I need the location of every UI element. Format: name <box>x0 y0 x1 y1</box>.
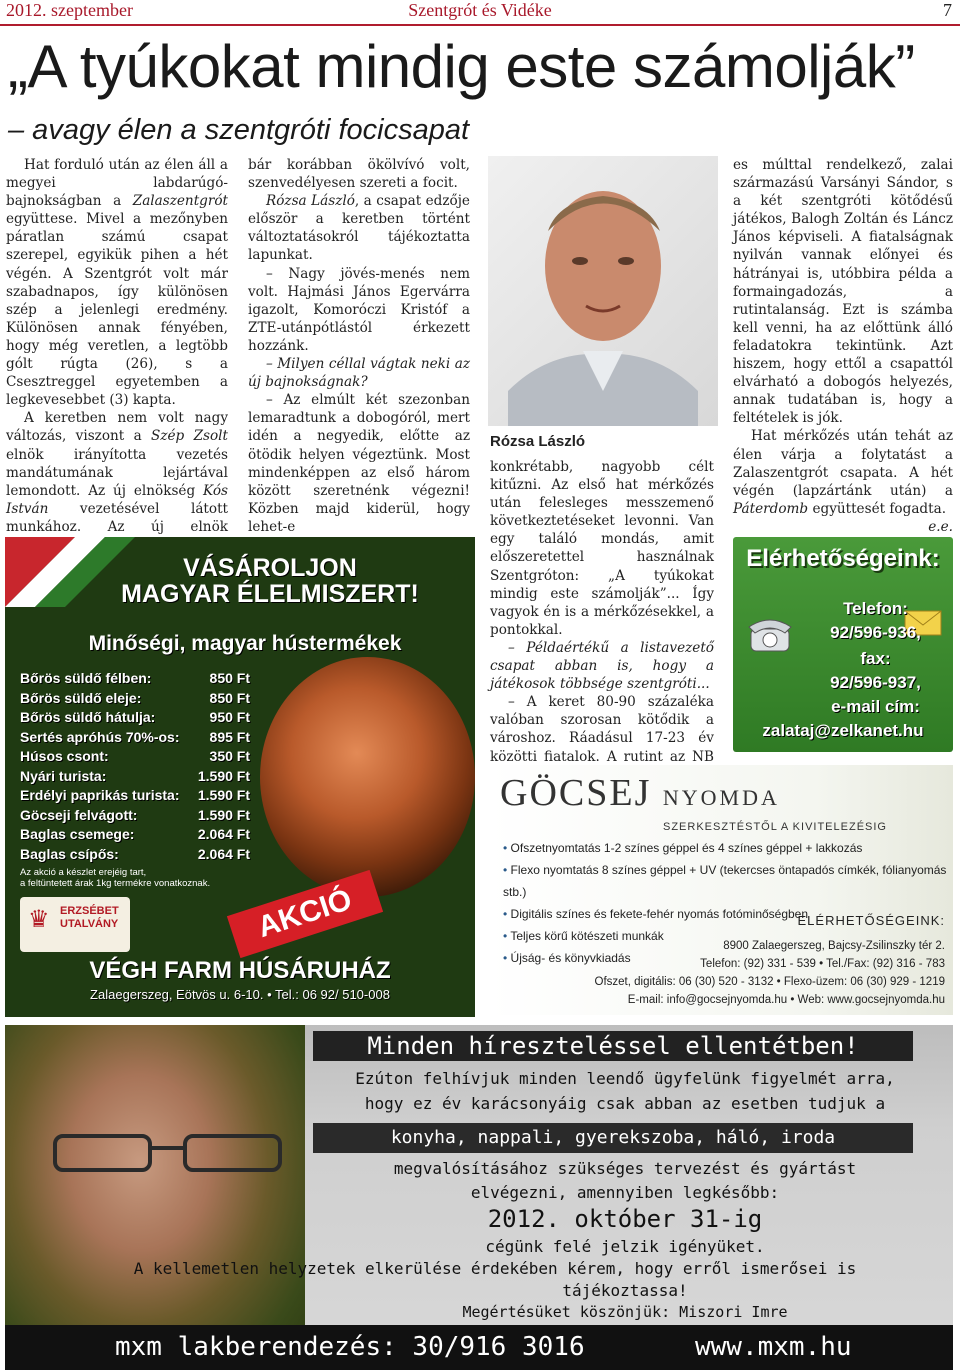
voucher-logo: ♛ ERZSÉBET UTALVÁNY <box>20 897 130 952</box>
phone-number: 92/596-936, <box>830 623 921 642</box>
article-column-2 <box>248 156 470 536</box>
list-item: • Újság- és könyvkiadás <box>503 947 953 969</box>
coach-photo <box>488 156 718 426</box>
price-row: Húsos csont: 350 Ft <box>20 748 250 764</box>
paragraph: es múlttal rendelkező, zalai származású Varsányi Sándor, s a két szentgróti kötődésű játékos, Balogh Zoltán és Láncz János képviseli. A fiatalságnak nyilván vannak előnyei és hátrányai is, utóbbira példa a formaingadozás, a rutintalanság. Ezt is számba kell venni, ha az előttünk álló feladatokra tekintünk. Azt hiszem, hogy ettől a csapattól elvárható a dobogós helyezés, annak tudatában is, hogy a feltételek is jók. <box>733 157 953 427</box>
contacts-heading: Elérhetőségeink: <box>746 545 940 572</box>
deadline: 2012. október 31-ig <box>487 1205 763 1233</box>
company-phone: mxm lakberendezés: 30/916 3016 <box>115 1332 585 1362</box>
price-row: Baglas csemege: 2.064 Ft <box>20 826 250 842</box>
list-item: • Teljes körű kötészeti munkák <box>503 925 953 947</box>
list-item: • Digitális színes és fekete-fehér nyomás fotóminőségben <box>503 903 953 925</box>
printing-house-ad <box>490 765 953 1015</box>
ad-fine-print: Az akció a készlet erejéig tart, a feltüntetett árak 1kg termékre vonatkoznak. <box>20 867 211 889</box>
offset-line: Ofszet, digitális: 06 (30) 520 - 3132 • Flexo-üzem: 06 (30) 929 - 1219 <box>594 976 945 988</box>
company-website[interactable]: www.mxm.hu <box>695 1332 852 1362</box>
price-row: Bőrös süldő hátulja: 950 Ft <box>20 709 250 725</box>
ad-text: megvalósításához szükséges tervezést és gyártást <box>393 1159 857 1178</box>
ad-text: hogy ez év karácsonyáig csak abban az esetben tudjuk a <box>364 1094 886 1113</box>
web-line[interactable]: E-mail: info@gocsejnyomda.hu • Web: www.gocsejnyomda.hu <box>627 994 945 1006</box>
paragraph: – Nagy jövés-menés nem volt. Hajmási János Egervárra igazolt, Komoróczi Kristóf a ZTE-utánpótlástól érkezett hozzánk. <box>248 265 470 354</box>
paragraph: Hat mérkőzés után tehát az élen várja a folytatást a Zalaszentgrót csapata. A hét végén (lapzártánk után) a Páterdomb együttesét fogadta. <box>733 428 953 517</box>
photo-caption: Rózsa László <box>490 433 586 450</box>
article-column-4 <box>733 156 953 536</box>
paragraph: Hat forduló után az élen áll a megyei labdarúgó-bajnokságban a Zalaszentgrót együttese. Mivel a mezőnyben páratlan számú csapat szerepel, egyikük pihen a hét végén. A Szentgrót volt már szabadnapos, így különösen szép a jelenlegi eredmény. Különösen annak fényében, hogy még veretlen, a legtöbb gólt rúgta (26), s a Csesztreggel egyetemben a legkevesebbet (3) kapta. <box>6 157 228 409</box>
address: 8900 Zalaegerszeg, Bajcsy-Zsilinszky tér 2. <box>723 940 945 952</box>
price-row: Bőrös süldő félben: 850 Ft <box>20 670 250 686</box>
ad-text: elvégezni, amennyiben legkésőbb: <box>470 1183 780 1202</box>
ad-footer-bar <box>5 1325 953 1370</box>
shop-name: VÉGH FARM HÚSÁRUHÁZ <box>89 957 391 984</box>
contacts-heading: ELÉRHETŐSÉGEINK: <box>797 913 945 928</box>
price-row: Göcseji felvágott: 1.590 Ft <box>20 806 250 823</box>
ad-text: cégünk felé jelzik igényüket. <box>485 1237 765 1256</box>
paragraph: konkrétabb, nagyobb célt kitűzni. Az első hat mérkőzés után felesleges messzemenő következtetéseket levonni. Van egy találó mondás, amit előszeretettel használnak Szentgróton: „A tyúkokat mindig este számolják”... Így vagyok én is a mérkőzésekkel, a pontokkal. <box>490 459 714 638</box>
price-row: Nyári turista: 1.590 Ft <box>20 767 250 784</box>
queen-icon: ♛ <box>28 905 50 933</box>
contacts-box <box>733 537 953 752</box>
price-row: Bőrös süldő eleje: 850 Ft <box>20 689 250 706</box>
price-list <box>20 669 250 864</box>
paragraph: – Az elmúlt két szezonban lemaradtunk a dobogóról, mert idén a negyedik, előtte az ötödik helyen végeztünk. Most mindenképpen az első három között szeretnénk végezni! Közben majd kiderül, hogy lehet-e <box>248 392 470 535</box>
printing-house-logo: GÖCSEJ NYOMDA <box>500 772 780 814</box>
list-item: • Ofszetnyomtatás 1-2 színes géppel és 4 színes géppel + lakkozás <box>503 837 953 859</box>
header-rule <box>0 24 960 26</box>
question: – Milyen céllal vágtak neki az új bajnokságnak? <box>248 356 470 391</box>
article-column-3 <box>490 458 714 784</box>
paragraph: bár korábban ökölvívó volt, szenvedélyesen szereti a focit. <box>248 157 470 192</box>
portrait-illustration <box>488 156 718 426</box>
list-item: • Flexo nyomtatás 8 színes géppel + UV (tekercses öntapadós címkék, fólianyomás stb.) <box>503 859 953 903</box>
email-address[interactable]: zalataj@zelkanet.hu <box>762 721 924 740</box>
author-signature: e.e. <box>928 518 953 535</box>
article-subtitle: – avagy élen a szentgróti focicsapat <box>8 114 470 146</box>
price-row: Sertés apróhús 70%-os: 895 Ft <box>20 728 250 745</box>
ad-text: A kellemetlen helyzetek elkerülése érdekében kérem, hogy erről ismerősei is <box>133 1259 857 1278</box>
fax-number: 92/596-937, <box>830 673 921 692</box>
ad-text: tájékoztassa! <box>562 1281 688 1300</box>
ad-thanks: Megértésüket köszönjük: Miszori Imre <box>462 1303 788 1321</box>
rooms-bar: konyha, nappali, gyerekszoba, háló, iroda <box>313 1123 913 1153</box>
question: – Példaértékű a listavezető csapat abban is, hogy a játékosok többsége szentgróti... <box>490 639 714 693</box>
price-row: Baglas csípős: 2.064 Ft <box>20 845 250 862</box>
fax-label: fax: <box>860 649 891 668</box>
ad-subheadline: Minőségi, magyar hústermékek <box>88 632 402 655</box>
phone-line: Telefon: (92) 331 - 539 • Tel./Fax: (92) 316 - 783 <box>700 958 945 970</box>
paragraph: Rózsa László, a csapat edzője először a keretben történt változtatásokról tájékoztatta lapunkat. <box>248 193 470 264</box>
grilled-meat-image <box>260 657 475 897</box>
furniture-ad <box>5 1025 953 1370</box>
shop-address: Zalaegerszeg, Eötvös u. 6-10. • Tel.: 06 92/ 510-008 <box>90 987 390 1002</box>
sale-badge: AKCIÓ <box>227 870 383 958</box>
article-column-1 <box>6 156 228 554</box>
ad-text: Ezúton felhívjuk minden leendő ügyfelünk figyelmét arra, <box>355 1069 895 1088</box>
issue-date: 2012. szeptember <box>6 0 133 20</box>
man-portrait-image <box>5 1025 305 1370</box>
meat-shop-ad <box>5 537 475 1017</box>
glasses-icon <box>45 1130 295 1174</box>
telephone-icon <box>745 609 795 659</box>
newspaper-name: Szentgrót és Vidéke <box>408 0 552 20</box>
paragraph: A keretben nem volt nagy változás, viszont a Szép Zsolt elnök irányította vezetés mandátumának lejártával lemondott. Az új elnökség Kós István vezetésével látott munkához. Az új elnök <box>6 410 228 535</box>
ad-headline: VÁSÁROLJON MAGYAR ÉLELMISZERT! <box>121 554 419 608</box>
ad-headline: Minden híresztelés​sel ellentétben! <box>313 1031 913 1061</box>
paragraph: – A keret 80-90 százaléka valóban szorosan kötődik a városhoz. Ráadásul 17-23 év közötti fiatalok. A rutint az NB <box>490 694 714 765</box>
page-number: 7 <box>943 0 952 20</box>
email-label: e-mail cím: <box>831 697 920 716</box>
phone-label: Telefon: <box>843 599 908 618</box>
printing-house-tagline: SZERKESZTÉSTŐL A KIVITELEZÉSIG <box>663 821 887 833</box>
price-row: Erdélyi paprikás turista: 1.590 Ft <box>20 787 250 803</box>
shop-footer <box>5 957 475 1002</box>
article-title: „A tyúkokat mindig este számolják” <box>8 33 915 100</box>
